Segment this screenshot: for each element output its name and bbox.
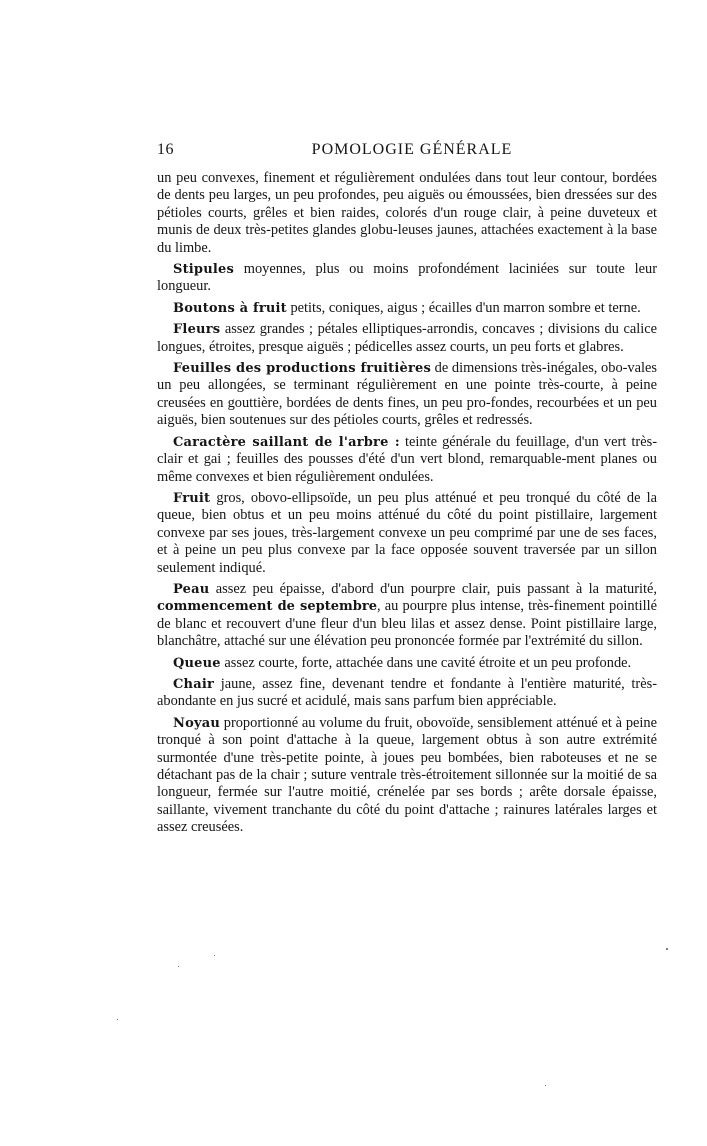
paragraph-text: petits, coniques, aigus ; écailles d'un marron sombre et terne.: [286, 299, 641, 316]
page-header: [157, 141, 657, 165]
paragraph-leaves-continued: [157, 170, 657, 257]
paragraph-lead-term: Fleurs: [173, 322, 221, 338]
paragraph-text: gros, obovo-ellipsoïde, un peu plus atténué et peu tronqué du côté de la queue, bien obtus et un peu moins atténué du côté du point pistillaire, largement convexe par ses joues, très-largement convexe un peu comprimé par une de ses faces, et à peine un peu plus convexe par la face opposée souvent traversée par un sillon seulement indiqué.: [157, 489, 657, 576]
paragraph-chair: [157, 676, 657, 711]
scan-speck: [545, 1085, 546, 1086]
paragraph-lead-term: Stipules: [173, 262, 235, 278]
scan-speck: [178, 966, 179, 967]
paragraph-inline-emphasis: commencement de septembre: [157, 599, 377, 615]
paragraph-lead-term: Chair: [173, 676, 215, 692]
paragraph-fruit: [157, 490, 657, 577]
paragraph-noyau: [157, 715, 657, 837]
paragraph-caractere: [157, 434, 657, 486]
body-text: [157, 170, 657, 841]
paragraph-lead-term: Caractère saillant de l'arbre :: [173, 434, 400, 450]
paragraph-text: teinte générale du feuillage, d'un vert très-clair et gai ; feuilles des pousses d'été d'un vert blond, remarquable-ment planes ou même convexes et bien régulièrement ondulées.: [157, 433, 657, 485]
scan-speck: [666, 948, 668, 950]
paragraph-text: assez peu épaisse, d'abord d'un pourpre clair, puis passant à la maturité,: [209, 580, 657, 597]
paragraph-text: moyennes, plus ou moins profondément laciniées sur toute leur longueur.: [157, 261, 657, 295]
paragraph-lead-term: Noyau: [173, 715, 220, 731]
paragraph-text: , au pourpre plus intense, très-finement pointillé de blanc et recouvert d'une fleur d'un bleu lilas et assez dense. Point pistillaire large, blanchâtre, attaché sur une élévation peu prononcée formée par l'extrémité du sillon.: [157, 598, 657, 650]
scan-speck: [214, 955, 215, 956]
paragraph-text: assez courte, forte, attachée dans une cavité étroite et un peu profonde.: [220, 654, 632, 671]
paragraph-text: un peu convexes, finement et régulièrement ondulées dans tout leur contour, bordées de dents peu larges, un peu profondes, peu aiguës ou émoussées, bien dressées sur des pétioles courts, grêles et bien raides, colorés d'un rouge clair, à peine duveteux et munis de deux très-petites glandes globu-leuses jaunes, attachées exactement à la base du limbe.: [157, 170, 657, 256]
paragraph-lead-term: Boutons à fruit: [173, 300, 287, 316]
scan-speck: [117, 1019, 118, 1020]
paragraph-text: de dimensions très-inégales, obo-vales un peu allongées, se terminant régulièrement en une pointe très-courte, à peine creusées en gouttière, bordées de dents fines, un peu pro-fondes, recourbées et un peu aiguës, bien soutenues sur des pétioles courts, grêles et redressés.: [157, 360, 658, 429]
paragraph-lead-term: Peau: [173, 581, 210, 597]
paragraph-feuilles-productions: [157, 360, 657, 430]
paragraph-fleurs: [157, 321, 657, 356]
running-title: POMOLOGIE GÉNÉRALE: [311, 141, 513, 158]
paragraph-lead-term: Fruit: [173, 490, 211, 506]
paragraph-lead-term: Queue: [173, 655, 221, 671]
paragraph-peau: [157, 581, 657, 651]
paragraph-stipules: [157, 261, 657, 296]
paragraph-text: proportionné au volume du fruit, obovoïde, sensiblement atténué et à peine tronqué à son point d'attache à la queue, largement obtus à son autre extrémité surmontée d'une très-petite pointe, à joues peu bombées, bien raboteuses et ne se détachant pas de la chair ; suture ventrale très-étroitement sillonnée sur la moitié de sa longueur, fermée sur l'autre moitié, crénelée par ses bords ; arête dorsale épaisse, saillante, vivement tranchante du côté du point d'attache ; rainures latérales larges et assez creusées.: [157, 714, 657, 836]
page-number: 16: [157, 141, 174, 158]
paragraph-queue: [157, 655, 657, 672]
paragraph-text: jaune, assez fine, devenant tendre et fondante à l'entière maturité, très-abondante en jus sucré et acidulé, mais sans parfum bien appréciable.: [157, 675, 657, 710]
paragraph-boutons: [157, 300, 657, 317]
paragraph-lead-term: Feuilles des productions fruitières: [173, 361, 431, 377]
paragraph-text: assez grandes ; pétales elliptiques-arrondis, concaves ; divisions du calice longues, étroites, presque aiguës ; pédicelles assez courts, un peu forts et glabres.: [157, 321, 657, 355]
